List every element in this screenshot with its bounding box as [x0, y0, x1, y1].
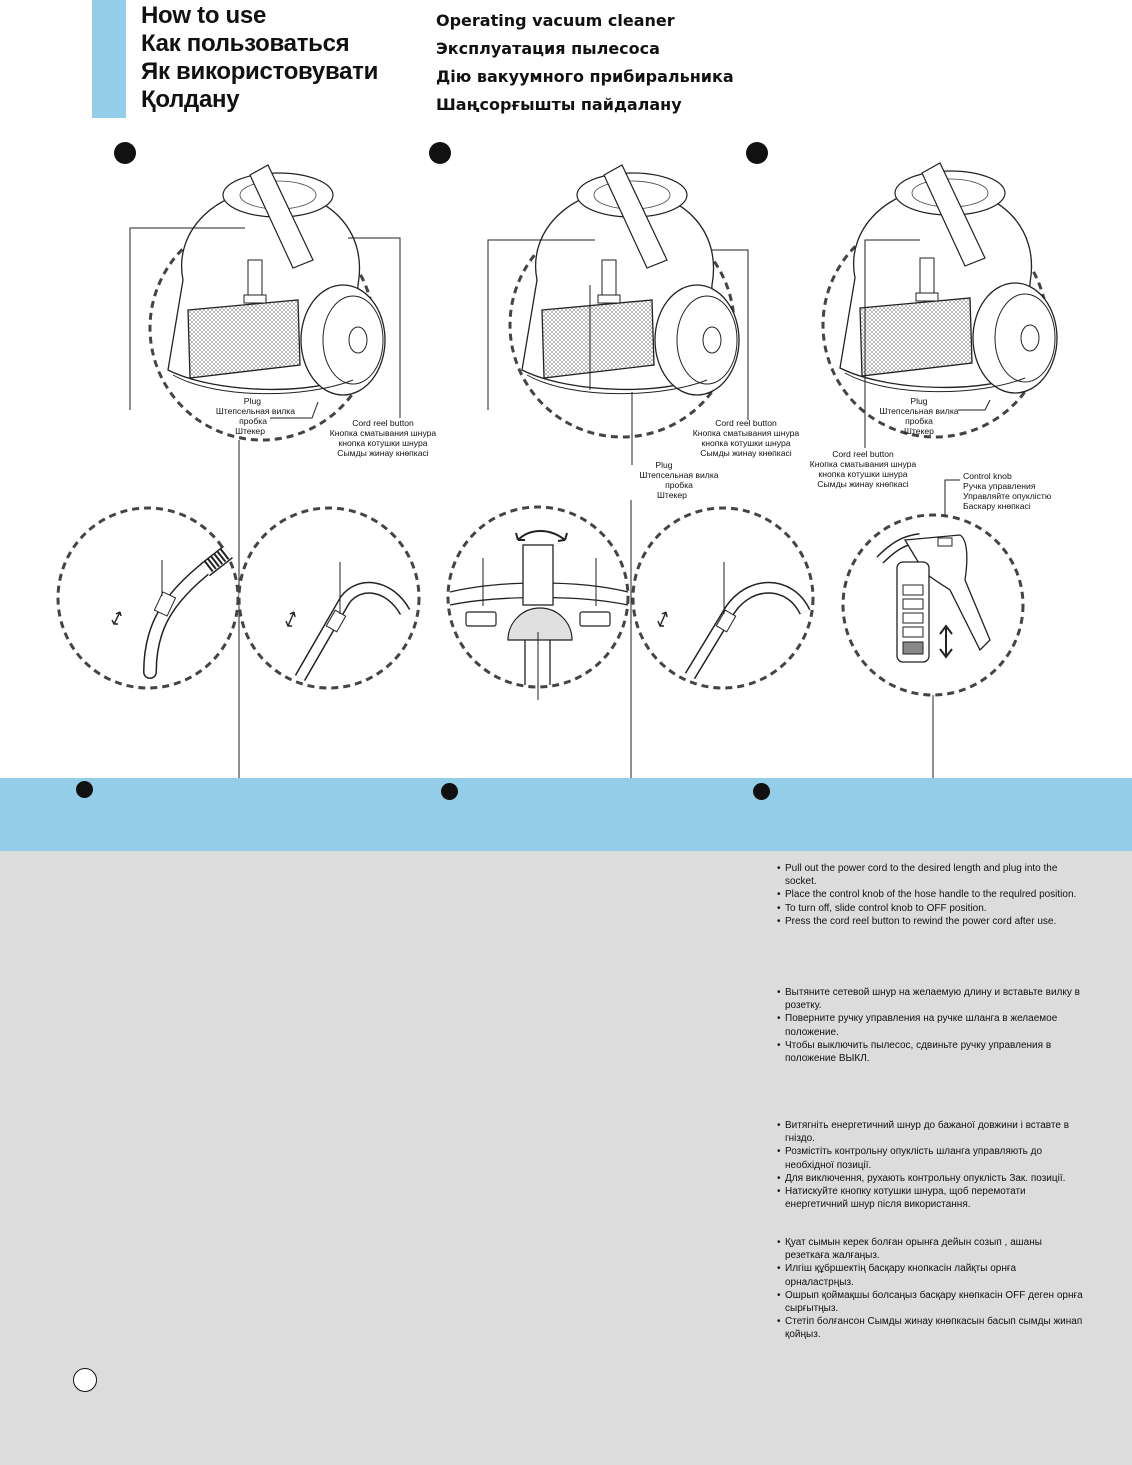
instructions-kazakh: [777, 1236, 1087, 1342]
subtitle-line-en: Operating vacuum cleaner: [436, 11, 675, 30]
page-number-marker: [73, 1368, 97, 1392]
subtitle-line-kk: Шаңсорғышты пайдалану: [436, 95, 682, 114]
title-line-kk: Қолдану: [141, 86, 240, 113]
cord-reel-label-kk: Сымды жинау кнөпкасі: [700, 448, 792, 458]
band-step-marker-2: [441, 783, 458, 800]
cord-reel-label-uk: кнопка котушки шнура: [818, 469, 908, 479]
instructions-russian: [777, 986, 1087, 1065]
plug-label-uk: пробка: [665, 480, 693, 490]
control-knob-label-uk: Управляйте опуклістю: [963, 491, 1052, 501]
plug-label-en: Plug: [655, 460, 673, 470]
cord-reel-label-kk: Сымды жинау кнөпкасі: [817, 479, 909, 489]
instruction-item: • Поверните ручку управления на ручке шланга в желаемое положение.: [777, 1012, 1087, 1038]
cord-reel-label-ru: Кнопка сматывания шнура: [329, 428, 437, 438]
plug-label-uk: пробка: [239, 416, 267, 426]
plug-label-en: Plug: [910, 396, 928, 406]
instruction-item: • Place the control knob of the hose handle to the requlred position.: [777, 888, 1087, 901]
cord-reel-callout-3: [798, 449, 928, 489]
cord-reel-callout-1: [318, 418, 448, 458]
instruction-item: • Вытяните сетевой шнур на желаемую длину и вставьте вилку в розетку.: [777, 986, 1087, 1012]
plug-label-kk: Штекер: [657, 490, 687, 500]
instruction-item: • Натискуйте кнопку котушки шнура, щоб перемотати енергетичний шнур після використання.: [777, 1185, 1087, 1211]
plug-label-ru: Штепсельная вилка: [639, 470, 719, 480]
instruction-item: • Розмістіть контрольну опуклість шланга управляють до необхідної позиції.: [777, 1145, 1087, 1171]
instruction-item: • To turn off, slide control knob to OFF position.: [777, 902, 1087, 915]
instruction-item: • Қуат сымын керек болған орынға дейын созып , ашаны резеткаға жалғаңыз.: [777, 1236, 1087, 1262]
instruction-item: • Для виключення, рухають контрольну опуклість Зак. позиції.: [777, 1172, 1087, 1185]
control-knob-label-kk: Баскару кнөпкасі: [963, 501, 1031, 511]
band-step-marker-3: [753, 783, 770, 800]
cord-reel-label-uk: кнопка котушки шнура: [338, 438, 428, 448]
plug-callout-2: [636, 460, 722, 500]
title-line-uk: Як використовувати: [141, 58, 379, 85]
control-knob-label-ru: Ручка управления: [963, 481, 1036, 491]
instruction-item: • Стетіп болғансон Сымды жинау кнөпкасын басып сымды жинап қойңыз.: [777, 1315, 1087, 1341]
wand-detail-1: [239, 508, 419, 688]
plug-label-uk: пробка: [905, 416, 933, 426]
top-control-detail: [448, 507, 628, 700]
plug-label-kk: Штекер: [235, 426, 265, 436]
subtitle-line-uk: Дію вакуумного прибиральника: [436, 67, 734, 86]
plug-callout-1: [195, 396, 295, 436]
instruction-item: • Илгіш құбршектің басқару кнопкасін лайқты орнға орналастрңыз.: [777, 1262, 1087, 1288]
hose-detail-1: [58, 508, 238, 688]
cord-reel-label-en: Cord reel button: [715, 418, 777, 428]
plug-label-en: Plug: [243, 396, 261, 406]
cord-reel-label-en: Cord reel button: [352, 418, 414, 428]
plug-label-ru: Штепсельная вилка: [215, 406, 295, 416]
steps-band: [0, 778, 1132, 851]
instruction-item: • Press the cord reel button to rewind the power cord after use.: [777, 915, 1087, 928]
cord-reel-label-ru: Кнопка сматывания шнура: [809, 459, 917, 469]
subtitle-line-ru: Эксплуатация пылесоса: [436, 39, 660, 58]
band-step-marker-1: [76, 781, 93, 798]
instructions-ukrainian: [777, 1119, 1087, 1211]
plug-label-kk: Штекер: [904, 426, 934, 436]
instruction-item: • Pull out the power cord to the desired length and plug into the socket.: [777, 862, 1087, 888]
wand-detail-2: [633, 508, 813, 688]
handle-control-detail: [843, 515, 1023, 695]
instruction-item: • Чтобы выключить пылесос, сдвиньте ручку управления в положение ВЫКЛ.: [777, 1039, 1087, 1065]
control-knob-label-en: Control knob: [963, 471, 1012, 481]
cord-reel-label-ru: Кнопка сматывания шнура: [692, 428, 800, 438]
cord-reel-label-kk: Сымды жинау кнөпкасі: [337, 448, 429, 458]
plug-callout-3: [872, 396, 966, 436]
instruction-item: • Витягніть енергетичний шнур до бажаної довжини і вставте в гніздо.: [777, 1119, 1087, 1145]
control-knob-callout: [963, 471, 1083, 511]
cord-reel-callout-2: [681, 418, 811, 458]
cord-reel-label-en: Cord reel button: [832, 449, 894, 459]
vacuum-illustration-1: [130, 165, 400, 778]
title-line-en: How to use: [141, 2, 267, 29]
title-line-ru: Как пользоваться: [141, 30, 350, 57]
instructions-english: [777, 862, 1087, 928]
instruction-item: • Ошрып қоймақшы болсаңыз басқару кнөпкасін OFF деген орнға сырғытңыз.: [777, 1289, 1087, 1315]
cord-reel-label-uk: кнопка котушки шнура: [701, 438, 791, 448]
plug-label-ru: Штепсельная вилка: [879, 406, 959, 416]
